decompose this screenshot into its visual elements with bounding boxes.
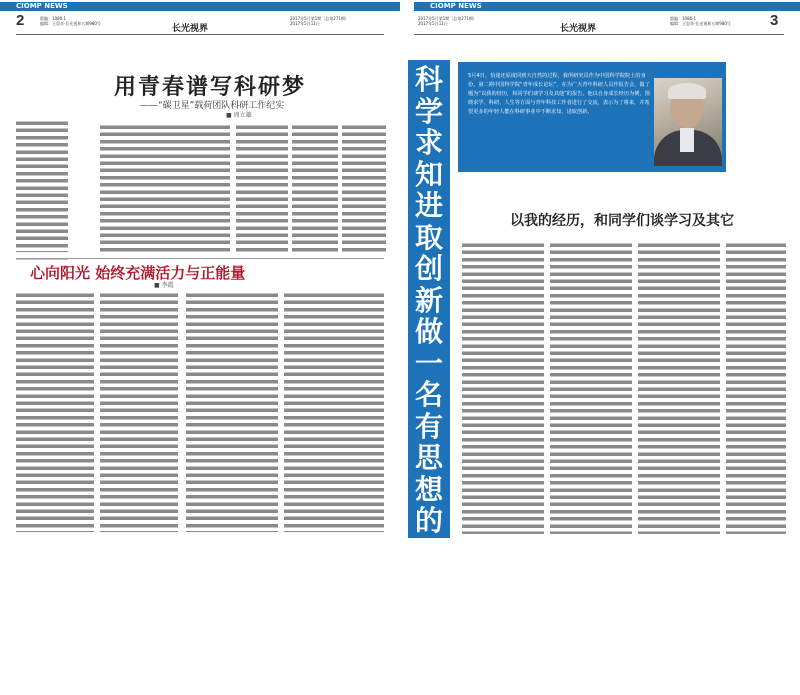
side-banner [408,60,450,695]
masthead-info-right [670,16,731,26]
section-divider [16,258,384,259]
masthead-logo-left: CIOMP NEWS [16,2,68,10]
date-line-2: 2017年5月11日 [290,21,320,26]
date-line-1: 2017年5月第1期（总第271期） [418,16,477,21]
issue-date-right [418,16,477,26]
portrait-photo [654,78,722,166]
header-divider-right [414,34,784,35]
article-column [284,292,384,532]
article-column [462,242,544,534]
page-number-right: 3 [770,12,779,29]
article-column [236,124,288,252]
date-line-2: 2017年5月11日 [418,21,448,26]
article-title-bottom: 心向阳光 始终充满活力与正能量 [30,264,246,282]
article-column [100,292,178,532]
article-column [186,292,278,532]
article-column [550,242,632,534]
masthead-logo-right: CIOMP NEWS [430,2,482,10]
masthead-band-left [0,2,400,11]
article-column [16,120,68,252]
masthead-band-right [414,2,800,11]
article-column [16,292,94,532]
header-divider-left [16,34,384,35]
intro-text: 5月4日，恰逢还原度回到大自然的过程，我所研究员作为中国科学院院士的身份，第二期中国科学院“青年成长论坛”，在为广大青年科研人员作报告会，做了题为“以我的经历，和同学们谈学习及其他”的报告。他以自身成长经历为例，围绕求学、科研、人生等方面与青年科技工作者进行了交流，表示为了将来，并希望更多的年轻人能在科研事业中不断求知，进取创新。 [468,73,650,115]
info-line-2: 编辑：王思奇·长光视界五期980号 [670,21,731,26]
article-column [342,124,386,252]
article-byline-top: ■ 周立雄 [226,112,252,119]
section-name-right: 长光视界 [560,24,597,34]
article-column-wide [100,124,230,252]
article-column [292,124,338,252]
left-page [0,0,401,540]
article-subtitle-top: ——“碳卫星”载荷团队科研工作纪实 [140,101,285,111]
page-number-left: 2 [16,12,25,29]
side-banner-text: 科学求知进取创新做一名有思想的科研工作者 [414,63,443,695]
article-title-top: 用青春谱写科研梦 [114,74,307,100]
article-column [638,242,720,534]
date-line-1: 2017年5月第1期（总第271期） [290,16,349,21]
info-line-1: 版编：1080·1 [670,16,696,21]
info-line-2: 编辑：王思奇·长光视界五期980号 [40,21,101,26]
section-name-left: 长光视界 [172,24,209,34]
masthead-info-left [40,16,101,26]
info-line-1: 版编：1080·1 [40,16,66,21]
article-column [726,242,786,534]
article-title-right: 以我的经历，和同学们谈学习及其它 [510,213,734,229]
issue-date-left [290,16,349,26]
article-byline-bottom: ■ 李霞 [154,282,174,289]
